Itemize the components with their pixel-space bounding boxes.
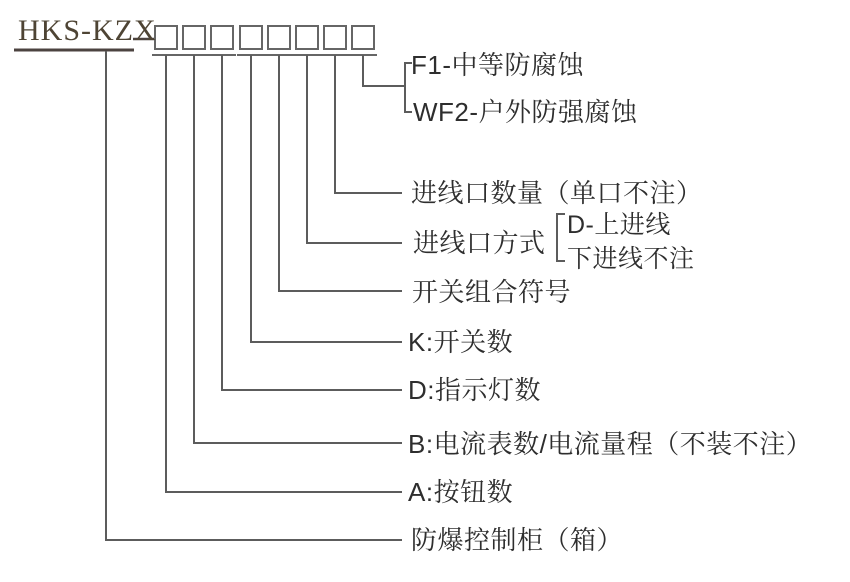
connector-root <box>106 51 402 540</box>
code-boxes <box>152 26 377 55</box>
label-switch-count: K:开关数 <box>408 327 514 357</box>
connector-inlet-count <box>335 55 402 193</box>
code-box-1 <box>155 26 177 49</box>
code-box-4 <box>240 26 262 49</box>
connector-corrosion <box>363 55 405 86</box>
code-box-3 <box>211 26 233 49</box>
label-f1-corrosion: F1-中等防腐蚀 <box>411 50 585 80</box>
label-root: 防爆控制柜（箱） <box>411 525 624 555</box>
label-wf2-corrosion: WF2-户外防强腐蚀 <box>413 97 638 127</box>
label-inlet-mode-top: D-上进线 <box>567 211 671 239</box>
label-inlet-count: 进线口数量（单口不注） <box>411 178 703 208</box>
code-box-8 <box>352 26 374 49</box>
connector-inlet-mode <box>307 55 402 243</box>
connector-ammeter-count <box>194 55 402 443</box>
label-indicator-count: D:指示灯数 <box>408 375 542 405</box>
code-box-2 <box>183 26 205 49</box>
label-inlet-mode-bottom: 下进线不注 <box>567 245 695 273</box>
connector-button-count <box>166 55 402 492</box>
label-button-count: A:按钮数 <box>408 477 514 507</box>
connector-switch-count <box>251 55 402 342</box>
connector-indicator-count <box>222 55 402 390</box>
code-box-7 <box>324 26 346 49</box>
label-ammeter-count: B:电流表数/电流量程（不装不注） <box>408 429 813 459</box>
code-box-5 <box>268 26 290 49</box>
bracket-inlet-mode-options <box>557 214 565 261</box>
connector-switch-combo <box>279 55 402 291</box>
model-prefix: HKS-KZX <box>18 14 157 47</box>
label-switch-combo: 开关组合符号 <box>412 277 572 307</box>
label-inlet-mode: 进线口方式 <box>413 228 546 258</box>
code-box-6 <box>296 26 318 49</box>
